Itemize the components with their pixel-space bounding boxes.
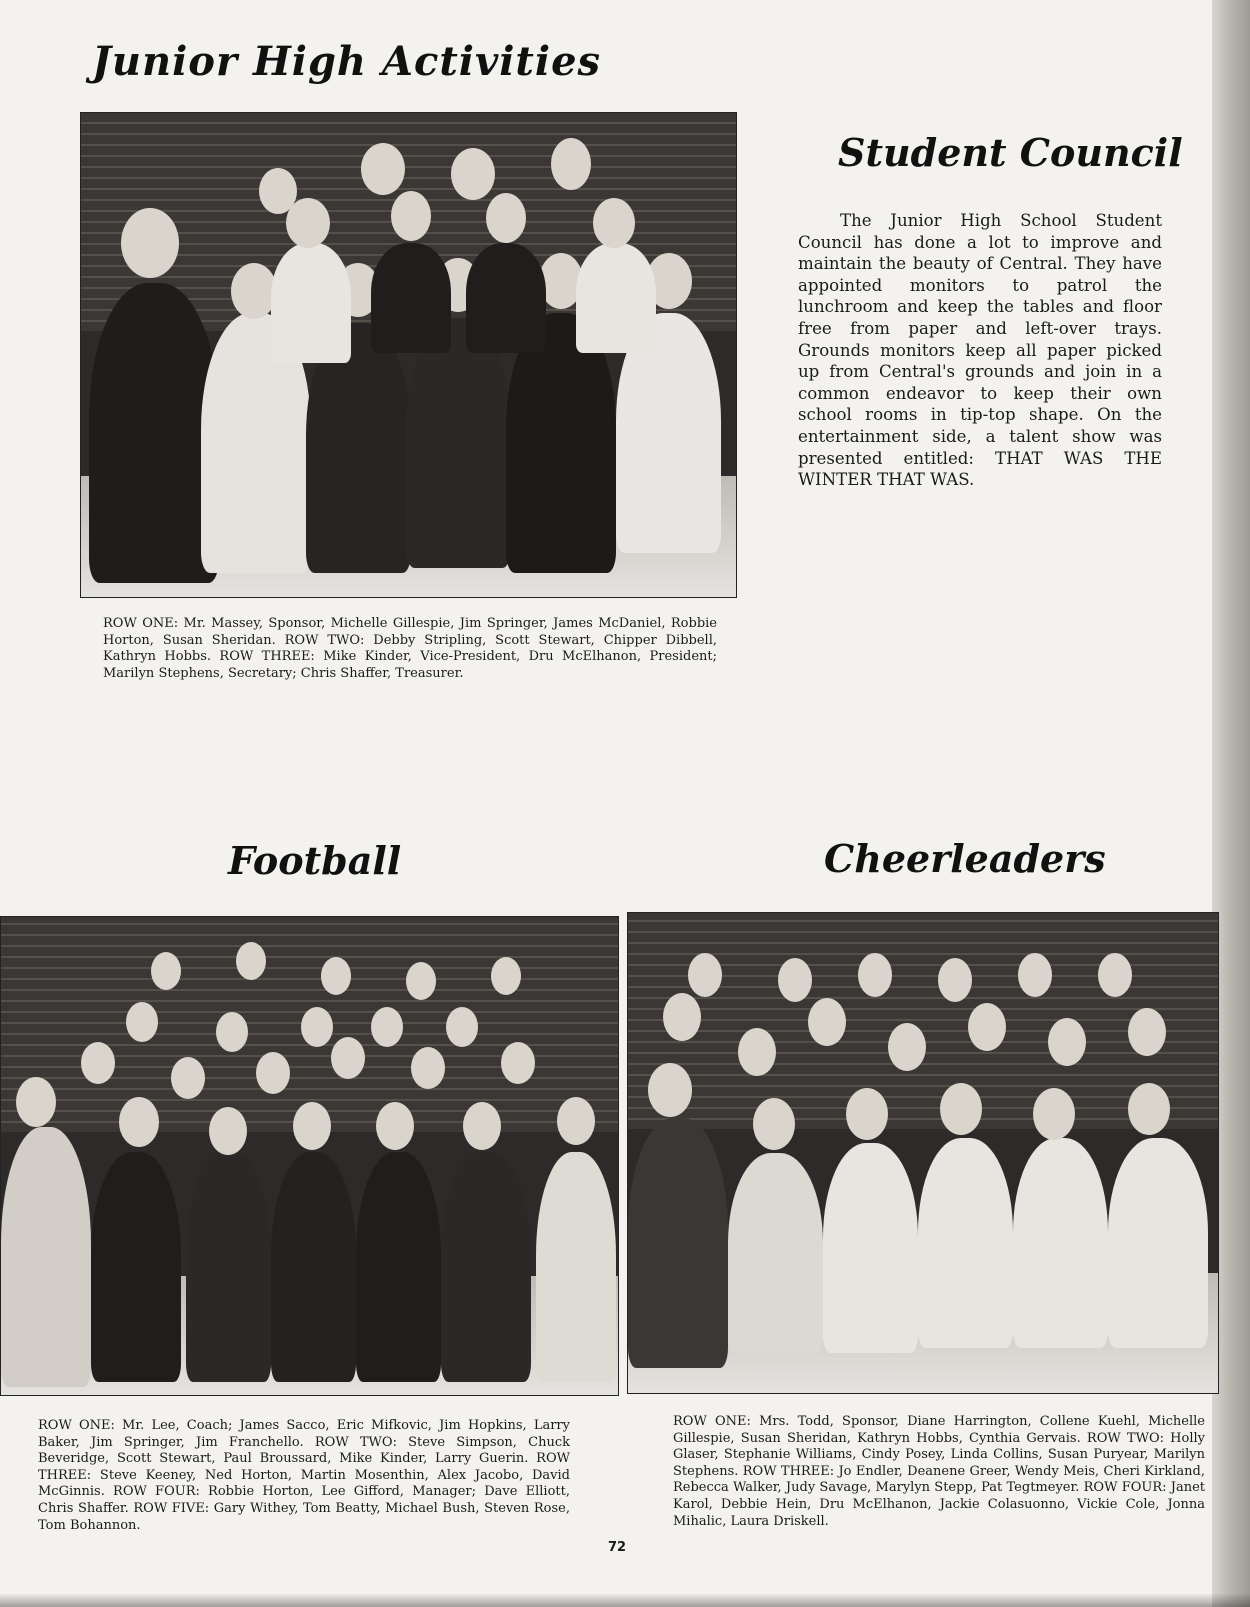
student-council-photo (80, 112, 737, 598)
page-bottom-shadow (0, 1593, 1250, 1607)
cheerleaders-photo (627, 912, 1219, 1394)
cheerleaders-caption: ROW ONE: Mrs. Todd, Sponsor, Diane Harrington, Collene Kuehl, Michelle Gillespie, Susan Sheridan, Kathryn Hobbs, Cynthia Gervais. ROW TWO: Holly Glaser, Stephanie Williams, Cindy Posey, Linda Collins, Susan Puryear, Marilyn Stephens. ROW THREE: Jo Endler, Deanene Greer, Wendy Meis, Cheri Kirkland, Rebecca Walker, Judy Savage, Marylyn Stepp, Pat Tegtmeyer. ROW FOUR: Janet Karol, Debbie Hein, Dru McElhanon, Jackie Colasuonno, Vickie Cole, Jonna Mihalic, Laura Driskell. (673, 1414, 1205, 1529)
page-number: 72 (608, 1540, 627, 1555)
football-heading: Football (228, 838, 402, 883)
football-team-photo (0, 916, 619, 1396)
student-council-caption: ROW ONE: Mr. Massey, Sponsor, Michelle Gillespie, Jim Springer, James McDaniel, Robbie Horton, Susan Sheridan. ROW TWO: Debby Stripling, Scott Stewart, Chipper Dibbell, Kathryn Hobbs. ROW THREE: Mike Kinder, Vice-President, Dru McElhanon, President; Marilyn Stephens, Secretary; Chris Shaffer, Treasurer. (103, 616, 717, 681)
student-council-text: The Junior High School Student Council has done a lot to improve and maintain the beauty of Central. They have appointed monitors to patrol the lunchroom and keep the tables and floor free from paper and left-over trays. Grounds monitors keep all paper picked up from Central's grounds and join in a common endeavor to keep their own school rooms in tip-top shape. On the entertainment side, a talent show was presented entitled: THAT WAS THE WINTER THAT WAS. (798, 211, 1162, 490)
page-title: Junior High Activities (92, 38, 602, 85)
football-caption: ROW ONE: Mr. Lee, Coach; James Sacco, Eric Mifkovic, Jim Hopkins, Larry Baker, Jim Springer, Jim Franchello. ROW TWO: Steve Simpson, Chuck Beveridge, Scott Stewart, Paul Broussard, Mike Kinder, Larry Guerin. ROW THREE: Steve Keeney, Ned Horton, Martin Mosenthin, Alex Jacobo, David McGinnis. ROW FOUR: Robbie Horton, Lee Gifford, Manager; Dave Elliott, Chris Shaffer. ROW FIVE: Gary Withey, Tom Beatty, Michael Bush, Steven Rose, Tom Bohannon. (38, 1418, 570, 1533)
student-council-heading: Student Council (838, 130, 1183, 175)
cheerleaders-heading: Cheerleaders (824, 836, 1106, 881)
